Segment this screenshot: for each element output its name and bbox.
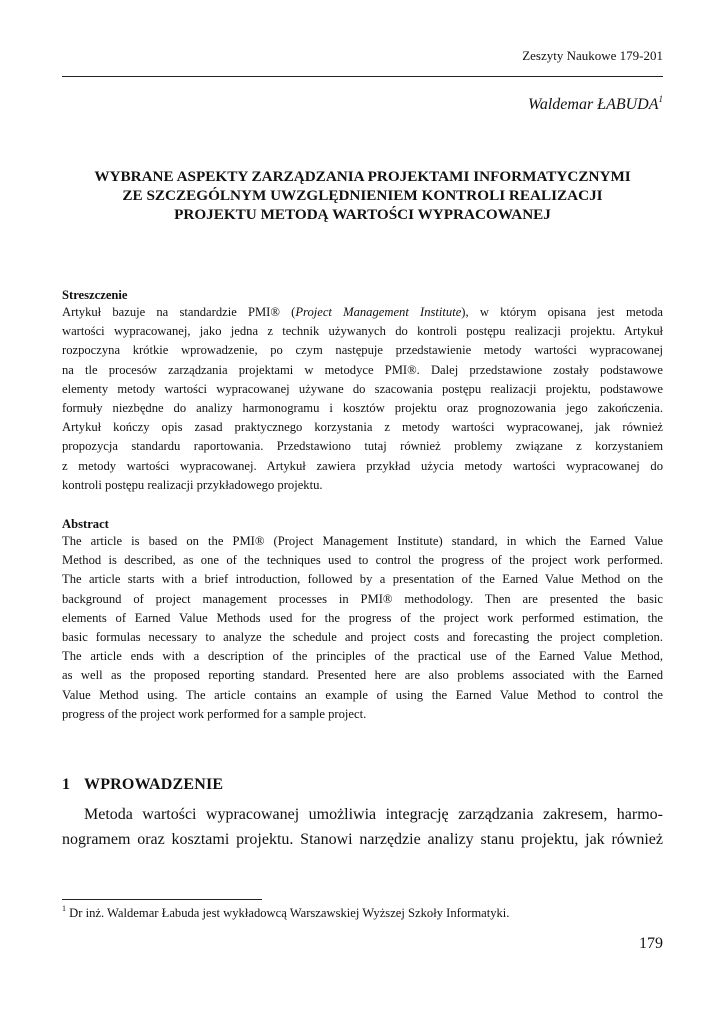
footnote [62, 906, 509, 921]
paragraph-line: rozpoczyna krótkie wprowadzenie, po czym następuje przedstawienie metody wartości wypracowanej [62, 343, 663, 358]
paragraph-line: z metody wartości wypracowanej. Artykuł zawiera przykład użycia metody wartości wypracowanej do [62, 458, 663, 473]
title-line: ZE SZCZEGÓLNYM UWZGLĘDNIENIEM KONTROLI REALIZACJI [122, 187, 603, 204]
paragraph-line: na tle procesów zarządzania projektami w metodyce PMI®. Dalej przedstawione zostały podstawowe [62, 362, 663, 377]
abstract-paragraph [62, 532, 663, 724]
paragraph-line: Value Method using. The article contains an example of using the Earned Value Method to control the [62, 687, 663, 702]
paragraph-line: nogramem oraz kosztami projektu. Stanowi narzędzie analizy stanu projektu, jak również [62, 831, 663, 848]
paragraph-line: elementy metody wartości wypracowanej używane do szacowania postępu realizacji projektu, podstawowe [62, 381, 663, 396]
paragraph-line: progress of the project work performed for a sample project. [62, 706, 367, 721]
paragraph-line: wartości wypracowanej, jako jedna z technik używanych do kontroli postępu realizacji projektu. Artykuł [62, 324, 663, 339]
line-text: ), w którym opisana jest metoda [461, 305, 663, 319]
section-heading [62, 776, 223, 794]
line-italic-text: Project Management Institute [295, 305, 462, 319]
article-title [62, 167, 663, 224]
streszczenie-heading: Streszczenie [62, 288, 128, 302]
footnote-mark: 1 [62, 904, 66, 913]
intro-paragraph [62, 802, 663, 852]
paragraph-line: as well as the proposed reporting standard. Presented here are also problems associated with the Earned [62, 668, 663, 683]
abstract-section [62, 517, 663, 724]
paragraph-line: background of project management processes in PMI® methodology. Then are presented the basic [62, 591, 663, 606]
paragraph-line: The article is based on the PMI® (Project Management Institute) standard, in which the Earned Value [62, 534, 663, 548]
paragraph-line: Metoda wartości wypracowanej umożliwia integrację zarządzania zakresem, harmo- [84, 806, 663, 823]
title-line: PROJEKTU METODĄ WARTOŚCI WYPRACOWANEJ [174, 206, 551, 223]
page-number: 179 [639, 935, 663, 952]
running-head: Zeszyty Naukowe 179-201 [522, 48, 663, 63]
footnote-text: Dr inż. Waldemar Łabuda jest wykładowcą Warszawskiej Wyższej Szkoły Informatyki. [66, 906, 510, 920]
paragraph-line: basic formulas necessary to analyze the schedule and project costs and forecasting the project completion. [62, 630, 663, 645]
section-number: 1 [62, 776, 71, 793]
paragraph-line: The article starts with a brief introduction, followed by a presentation of the Earned Value Method on the [62, 572, 663, 587]
streszczenie-paragraph [62, 303, 663, 495]
author-name [528, 96, 663, 114]
paragraph-line: Artykuł kończy opis zasad praktycznego korzystania z metody wartości wypracowanej, jak również [62, 420, 663, 435]
line-text: Artykuł bazuje na standardzie PMI® ( [62, 305, 296, 319]
paragraph-line: The article ends with a description of the principles of the practical use of the Earned Value Method, [62, 649, 663, 664]
abstract-heading: Abstract [62, 517, 109, 531]
paragraph-line: Method is described, as one of the techniques used to control the progress of the project work performed. [62, 553, 663, 568]
title-line: WYBRANE ASPEKTY ZARZĄDZANIA PROJEKTAMI INFORMATYCZNYMI [94, 168, 631, 185]
section-title: WPROWADZENIE [84, 776, 224, 793]
paragraph-line: elements of Earned Value Methods used for the progress of the project work performed estimation, the [62, 610, 663, 625]
header-rule [62, 76, 663, 77]
paragraph-line [62, 303, 663, 322]
author-footnote-mark: 1 [658, 94, 663, 104]
footnote-rule [62, 899, 262, 900]
author-name-text: Waldemar ŁABUDA [527, 96, 659, 113]
paragraph-line: kontroli postępu realizacji przykładowego projektu. [62, 477, 323, 492]
paragraph-line: propozycja standardu raportowania. Przedstawiono tutaj również problemy związane z korzystaniem [62, 439, 663, 454]
streszczenie-section [62, 288, 663, 495]
paragraph-line: formuły niezbędne do analizy harmonogramu i kosztów projektu oraz prognozowania jego zakończenia. [62, 401, 663, 416]
